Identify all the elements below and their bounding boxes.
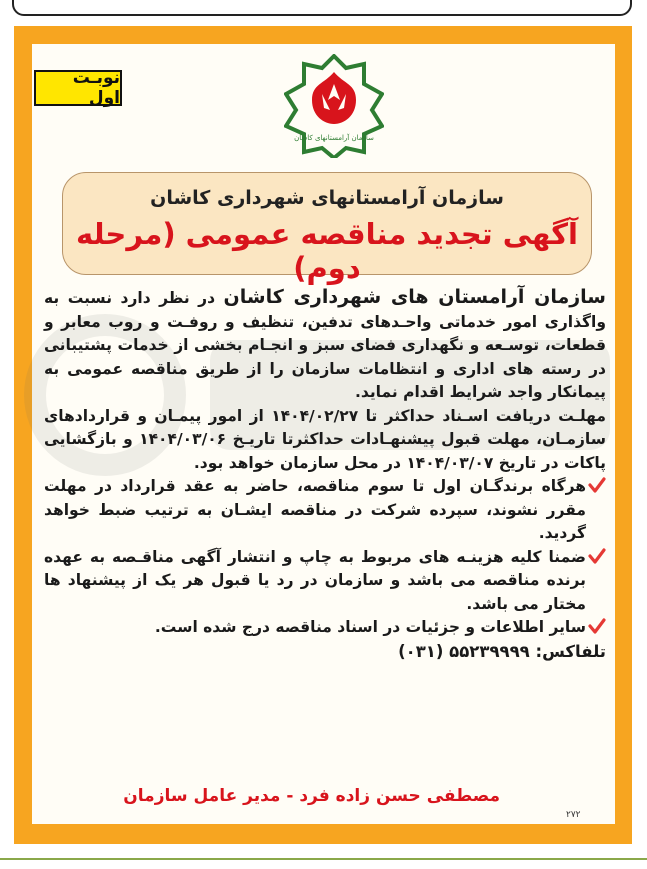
bullet-item — [44, 546, 606, 617]
bullet-item — [44, 616, 606, 640]
bullet-text: هرگاه برندگـان اول تا سوم مناقصه، حاضر به عقد قرارداد در مهلت مقرر نشوند، سپرده شرکت در مناقصه ایشـان به ترتیب ضبط خواهد گردید. — [44, 477, 586, 542]
contact-phone: تلفاکس: ۵۵۲۳۹۹۹۹ (۰۳۱) — [398, 641, 606, 661]
bottom-divider — [0, 858, 647, 860]
announcement-title: آگهی تجدید مناقصه عمومی (مرحله دوم) — [76, 217, 578, 285]
checkmark-icon — [588, 617, 606, 635]
top-border-bar — [12, 0, 632, 16]
lead-organization-name: سازمان آرامستان های شهرداری کاشان — [223, 286, 606, 308]
paragraph-1-text: در نظر دارد نسبت به واگذاری امور خدماتی واحـدهای تدفین، تنظیف و روفـت و روب معابر و قطعات، توسـعه و نگهداری فضای سبز و انجـام بخشی از خدمات پشتیبانی در رسته های اداری و انتظامات سازمان را از طریق مناقصه عمومی به پیمانکار واجد شرایط اقدام نماید. — [44, 289, 606, 401]
first-publication-badge: نوبـت اول — [34, 70, 122, 106]
paragraph-2: مهلـت دریافت اسـناد حداکثر تا ۱۴۰۴/۰۲/۲۷ از امور پیمـان و قراردادهای سازمـان، مهلت قبول پیشنهـادات حداکثرتا تاریـخ ۱۴۰۴/۰۳/۰۶ و بازگشایی پاکات در تاریخ ۱۴۰۴/۰۳/۰۷ در محل سازمان خواهد بود. — [44, 406, 607, 472]
bullet-item — [44, 475, 606, 546]
logo-caption: سازمان آرامستانهای کاشان — [294, 134, 374, 142]
signature-line: مصطفی حسن زاده فرد - مدیر عامل سازمان — [123, 786, 500, 806]
bullet-text: ضمنا کلیه هزینـه های مربوط به چاپ و انتشار آگهی مناقـصه به عهده برنده مناقصه می باشد و سازمان در رد یا قبول هر یک از پیشنهاد ها مختار می باشد. — [44, 547, 586, 613]
ad-code: ۲۷۲ — [566, 810, 581, 820]
organization-logo — [284, 54, 384, 158]
organization-title: سازمان آرامستانهای شهرداری کاشان — [150, 187, 504, 209]
announcement-body — [44, 286, 606, 663]
checkmark-icon — [588, 547, 606, 565]
checkmark-icon — [588, 476, 606, 494]
header-box — [62, 172, 592, 285]
bullet-text: سایر اطلاعات و جزئیات در اسناد مناقصه درج شده است. — [154, 618, 586, 636]
paragraph-1 — [44, 286, 606, 405]
